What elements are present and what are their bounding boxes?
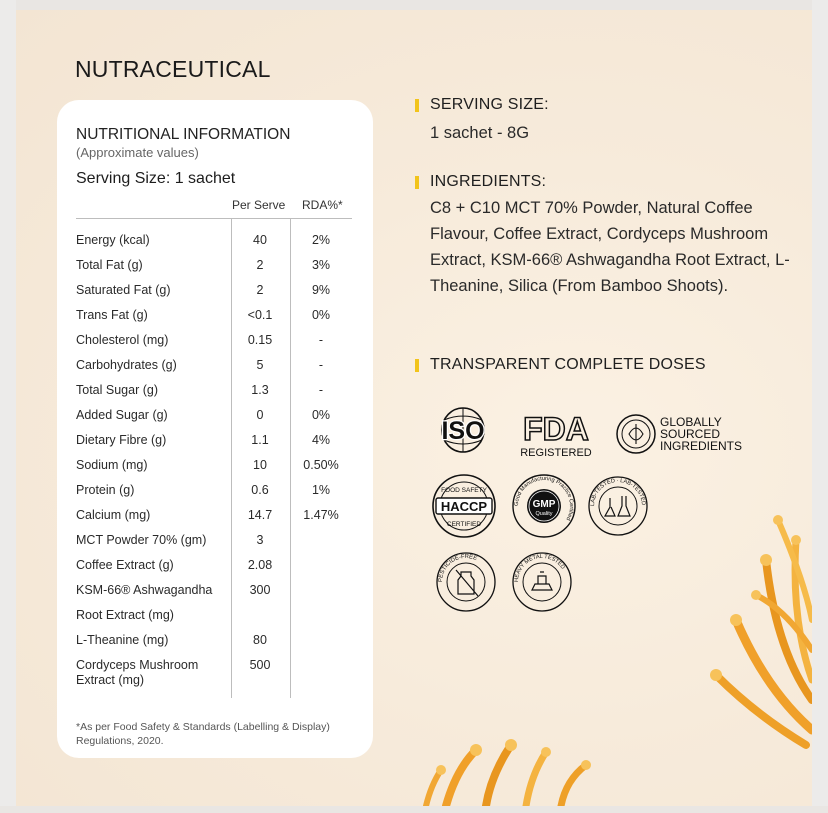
nutrition-title: NUTRITIONAL INFORMATION xyxy=(76,126,291,143)
accent-bar xyxy=(415,359,419,372)
lab-tested-icon xyxy=(586,474,650,538)
serving-heading: SERVING SIZE: xyxy=(430,96,549,113)
iso-icon xyxy=(430,406,496,454)
rda-value: 2% xyxy=(311,233,331,247)
gmp-icon xyxy=(510,472,578,540)
per-serve-value: 2.08 xyxy=(247,558,273,572)
haccp-bottom-text: CERTIFIED xyxy=(446,521,482,528)
rda-value: 9% xyxy=(311,283,331,297)
rda-value: 0% xyxy=(311,408,331,422)
nutrient-name: Energy (kcal) xyxy=(76,233,150,247)
nutrient-name: Sodium (mg) xyxy=(76,458,148,472)
fda-icon xyxy=(518,408,596,460)
doses-heading: TRANSPARENT COMPLETE DOSES xyxy=(430,356,706,373)
window-left-border xyxy=(0,0,16,813)
heavy-metal-tested-icon xyxy=(510,550,574,614)
globe-leaf-icon xyxy=(614,410,754,460)
nutrition-panel xyxy=(57,100,373,758)
nutrient-name: Trans Fat (g) xyxy=(76,308,148,322)
per-serve-value: 14.7 xyxy=(247,508,273,522)
per-serve-value: 2 xyxy=(256,283,264,297)
nutrient-name: Saturated Fat (g) xyxy=(76,283,171,297)
cordyceps-mushroom-image-right xyxy=(696,500,812,750)
fda-registered-text: REGISTERED xyxy=(520,447,592,459)
rda-value: - xyxy=(318,358,324,372)
iso-text: ISO xyxy=(441,417,485,445)
global-line1: GLOBALLY xyxy=(660,415,722,429)
per-serve-value: 80 xyxy=(253,633,267,647)
nutrient-name: Calcium (mg) xyxy=(76,508,151,522)
gmp-text: GMP xyxy=(532,499,556,510)
cordyceps-mushroom-image-bottom xyxy=(416,730,616,806)
per-serve-value: 2 xyxy=(256,258,264,272)
svg-text:LAB-TESTED · LAB-TESTED xyxy=(590,478,646,506)
ingredients-text: C8 + C10 MCT 70% Powder, Natural Coffee Flavour, Coffee Extract, Cordyceps Mushroom Extract, KSM-66® Ashwagandha Root Extract, L-Theanine, Silica (From Bamboo Shoots). xyxy=(430,199,790,295)
nutrient-name: Total Fat (g) xyxy=(76,258,143,272)
nutrient-name: Dietary Fibre (g) xyxy=(76,433,167,447)
serving-size-label: Serving Size: 1 sachet xyxy=(76,170,236,187)
lab-ring-text: LAB-TESTED · LAB-TESTED xyxy=(589,477,647,507)
brand-title: NUTRACEUTICAL xyxy=(75,56,271,82)
nutrition-subtitle: (Approximate values) xyxy=(76,145,199,160)
per-serve-value: 0.6 xyxy=(251,483,269,497)
table-divider-2 xyxy=(290,218,291,698)
nutrient-name: Protein (g) xyxy=(76,483,135,497)
ingredients-heading: INGREDIENTS: xyxy=(430,173,547,190)
rda-value: 3% xyxy=(311,258,331,272)
haccp-top-text: FOOD SAFETY xyxy=(441,487,487,494)
rda-value: - xyxy=(318,383,324,397)
nutrient-name: Cholesterol (mg) xyxy=(76,333,169,347)
table-top-rule xyxy=(76,218,352,219)
product-infographic xyxy=(16,10,812,806)
rda-value: 0.50% xyxy=(303,458,339,472)
per-serve-value: 1.1 xyxy=(251,433,269,447)
rda-value: - xyxy=(318,333,324,347)
rda-value: 0% xyxy=(311,308,331,322)
nutrient-name: Coffee Extract (g) xyxy=(76,558,174,572)
nutrient-name: Added Sugar (g) xyxy=(76,408,168,422)
per-serve-value: 500 xyxy=(249,658,271,672)
table-divider-1 xyxy=(231,218,232,698)
window-top-border xyxy=(0,0,828,10)
accent-bar xyxy=(415,176,419,189)
serving-text: 1 sachet - 8G xyxy=(430,124,530,142)
nutrient-name: MCT Powder 70% (gm) xyxy=(76,533,207,547)
gmp-sub-text: Quality xyxy=(535,511,553,517)
nutrient-name: Cordyceps Mushroom Extract (mg) xyxy=(76,658,199,687)
rda-value: 1.47% xyxy=(303,508,339,522)
per-serve-value: 300 xyxy=(249,583,271,597)
per-serve-value: 10 xyxy=(253,458,267,472)
rda-header: RDA%* xyxy=(302,198,343,212)
footnote: *As per Food Safety & Standards (Labelling & Display) Regulations, 2020. xyxy=(76,721,330,747)
pesticide-free-icon xyxy=(434,550,498,614)
per-serve-value: 5 xyxy=(256,358,264,372)
gmp-ring-text: Good Manufacturing Practice Certified xyxy=(513,475,575,522)
per-serve-value: 3 xyxy=(256,533,264,547)
per-serve-value: <0.1 xyxy=(247,308,273,322)
haccp-icon xyxy=(430,472,498,540)
rda-value: 1% xyxy=(311,483,331,497)
rda-value: 4% xyxy=(311,433,331,447)
per-serve-value: 40 xyxy=(253,233,267,247)
accent-bar xyxy=(415,99,419,112)
nutrient-name: Total Sugar (g) xyxy=(76,383,158,397)
per-serve-value: 1.3 xyxy=(251,383,269,397)
nutrient-name: Carbohydrates (g) xyxy=(76,358,177,372)
nutrient-name: L-Theanine (mg) xyxy=(76,633,169,647)
window-bottom-border xyxy=(0,806,828,813)
fda-text: FDA xyxy=(523,411,589,447)
nutrient-name: KSM-66® Ashwagandha xyxy=(76,583,213,597)
global-line2: SOURCED xyxy=(660,427,721,441)
haccp-text: HACCP xyxy=(440,499,488,514)
nutrient-name: Root Extract (mg) xyxy=(76,608,174,622)
metal-ring-text: HEAVY METAL TESTED xyxy=(513,553,566,583)
per-serve-value: 0.15 xyxy=(247,333,273,347)
pesticide-ring-text: PESTICIDE-FREE xyxy=(437,553,478,583)
window-right-border xyxy=(812,0,828,813)
per-serve-header: Per Serve xyxy=(232,198,286,212)
per-serve-value: 0 xyxy=(256,408,264,422)
global-line3: INGREDIENTS xyxy=(660,439,743,453)
